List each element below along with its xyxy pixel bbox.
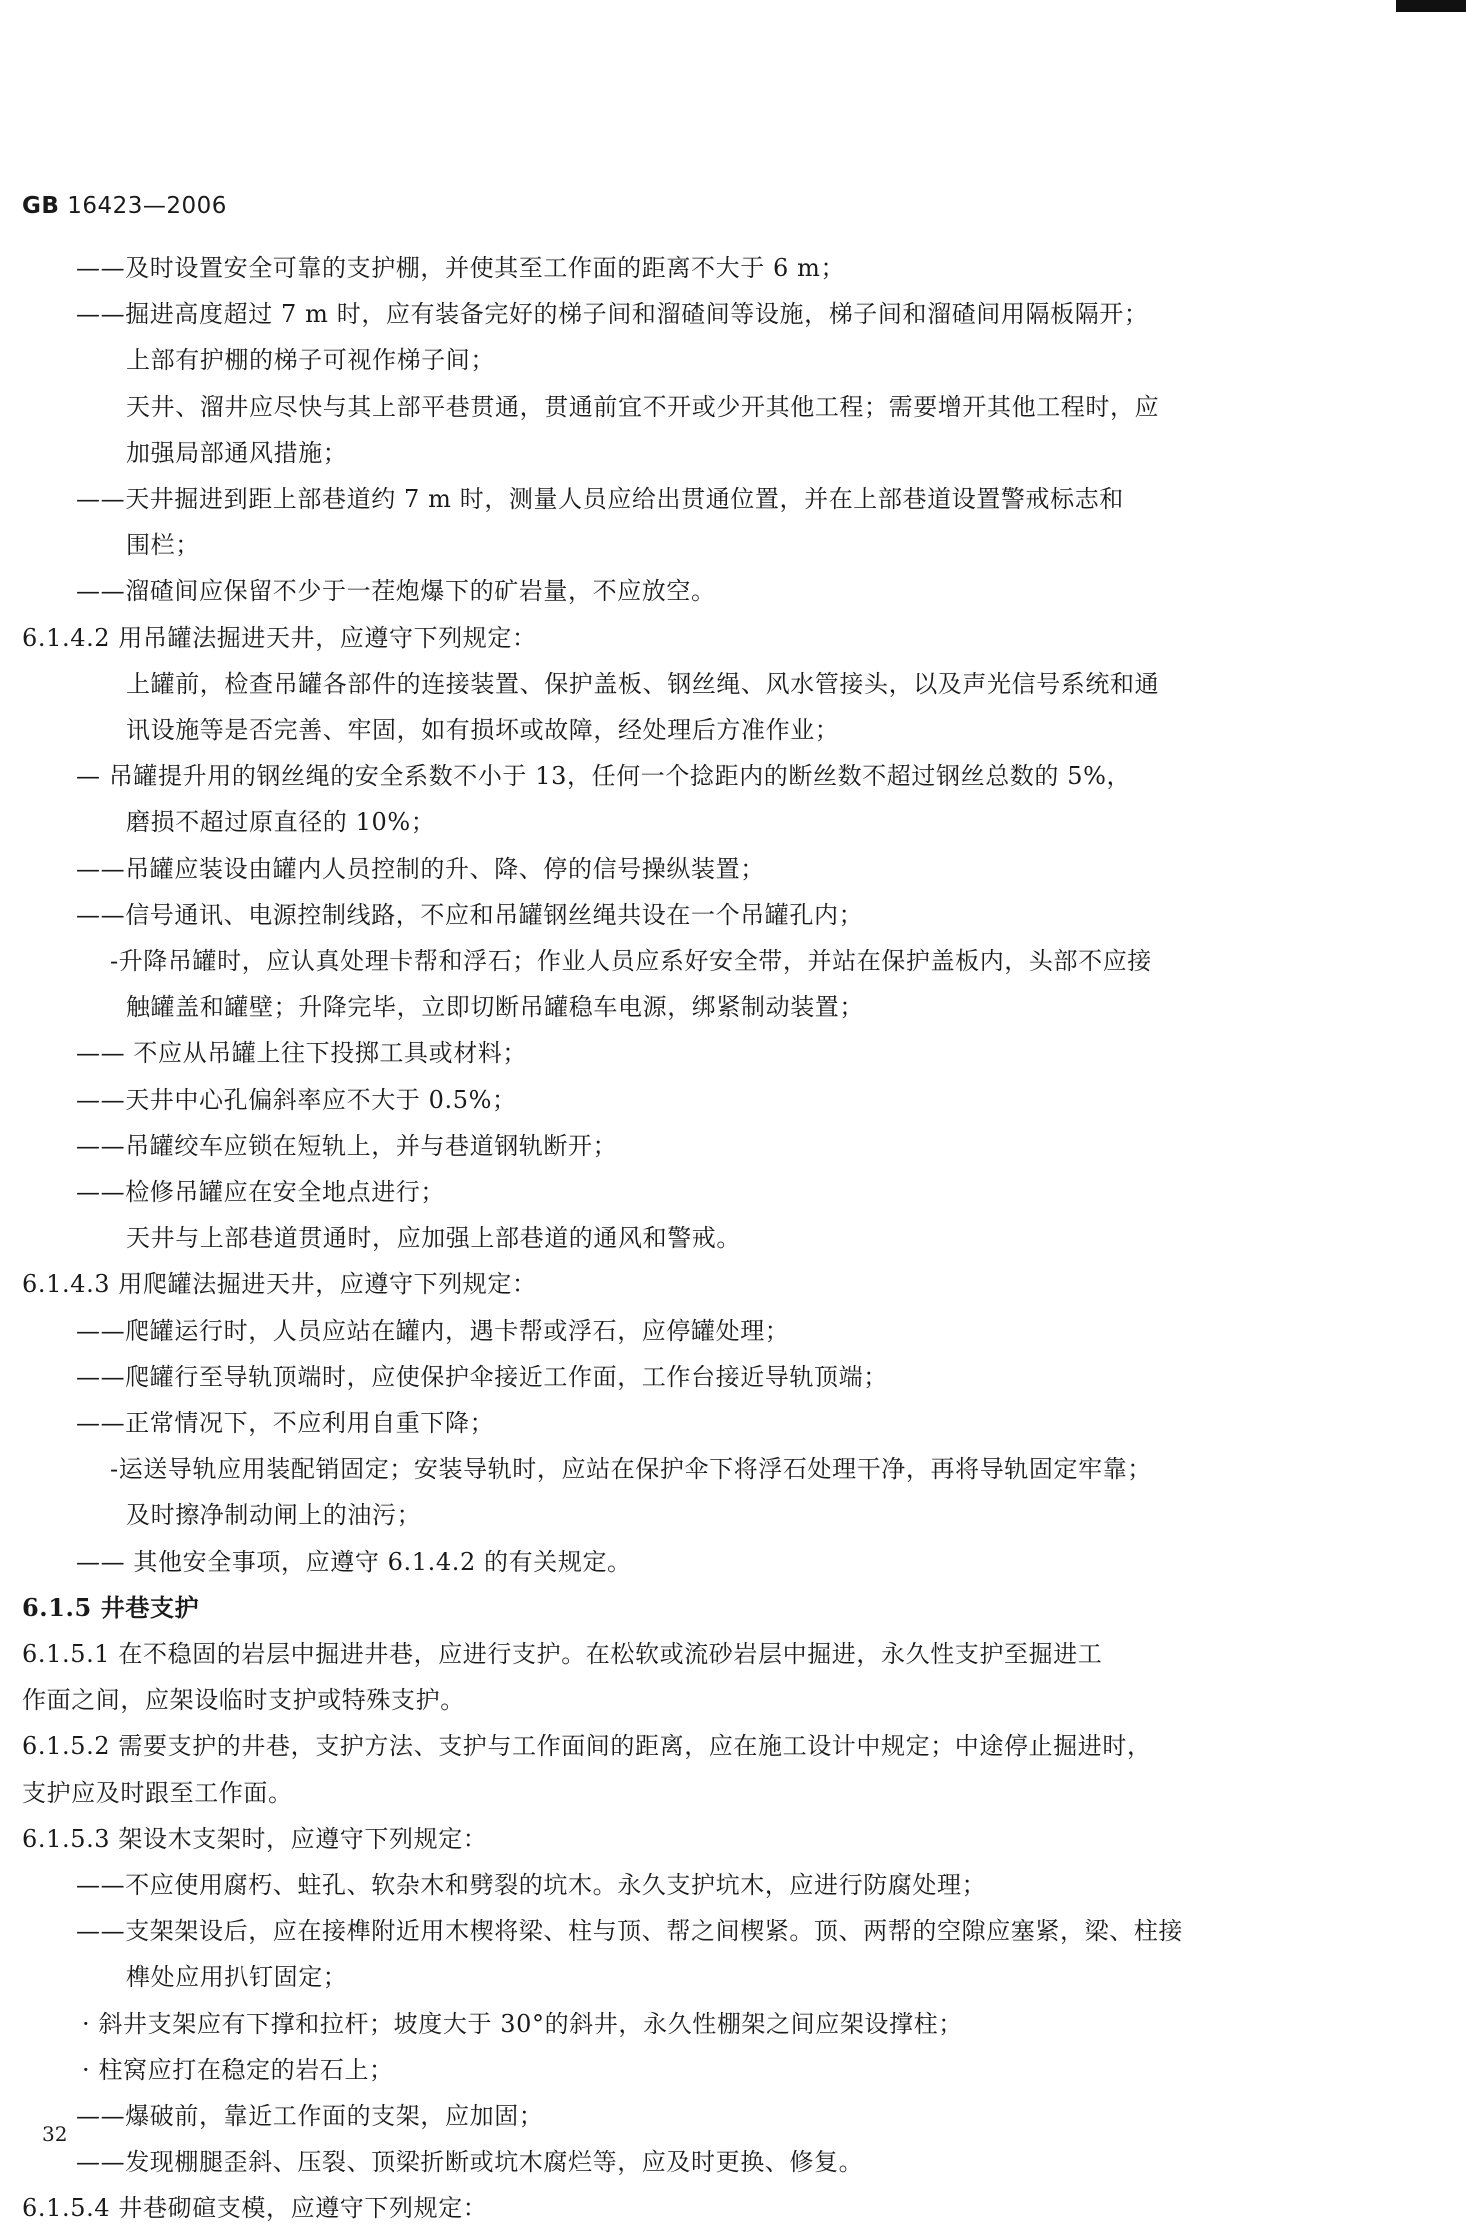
- text-line: 榫处应用扒钉固定；: [126, 1963, 348, 1992]
- text-line: ——正常情况下，不应利用自重下降；: [76, 1409, 495, 1437]
- text-line: 支护应及时跟至工作面。: [22, 1778, 293, 1807]
- text-line: 6.1.4.3 用爬罐法掘进天井，应遵守下列规定：: [22, 1270, 537, 1299]
- standard-number: 16423—2006: [67, 193, 227, 219]
- text-line: · 柱窝应打在稳定的岩石上；: [82, 2055, 394, 2084]
- text-line: 磨损不超过原直径的 10%；: [126, 808, 436, 837]
- standard-code: GB: [22, 193, 60, 219]
- text-line: ——发现棚腿歪斜、压裂、顶梁折断或坑木腐烂等，应及时更换、修复。: [76, 2148, 864, 2177]
- text-line: 加强局部通风措施；: [126, 438, 348, 467]
- text-line: -升降吊罐时，应认真处理卡帮和浮石；作业人员应系好安全带，并站在保护盖板内，头部不应接: [110, 947, 1152, 975]
- text-line: ——及时设置安全可靠的支护棚，并使其至工作面的距离不大于 6 m；: [76, 254, 846, 282]
- text-line: 6.1.5 井巷支护: [22, 1592, 200, 1622]
- text-line: 及时擦净制动闸上的油污；: [126, 1501, 422, 1530]
- text-line: 6.1.5.1 在不稳固的岩层中掘进井巷，应进行支护。在松软或流砂岩层中掘进，永久性支护至掘进工: [22, 1640, 1103, 1668]
- text-line: ——不应使用腐朽、蛀孔、软杂木和劈裂的坑木。永久支护坑木，应进行防腐处理；: [76, 1871, 987, 1899]
- text-line: 6.1.5.3 架设木支架时，应遵守下列规定：: [22, 1824, 488, 1853]
- text-line: -运送导轨应用装配销固定；安装导轨时，应站在保护伞下将浮石处理干净，再将导轨固定牢靠；: [110, 1455, 1152, 1484]
- standard-header: [22, 193, 227, 219]
- page-number: 32: [42, 2122, 68, 2146]
- text-line: —— 不应从吊罐上往下投掷工具或材料；: [76, 1039, 528, 1068]
- text-line: ——信号通讯、电源控制线路，不应和吊罐钢丝绳共设在一个吊罐孔内；: [76, 900, 864, 929]
- text-line: · 斜井支架应有下撑和拉杆；坡度大于 30°的斜井，永久性棚架之间应架设撑柱；: [82, 2009, 963, 2038]
- text-line: 讯设施等是否完善、牢固，如有损坏或故障，经处理后方准作业；: [126, 716, 840, 744]
- scan-corner-mark: [1396, 0, 1466, 12]
- text-line: 作面之间，应架设临时支护或特殊支护。: [22, 1686, 465, 1715]
- text-line: ——溜碴间应保留不少于一茬炮爆下的矿岩量，不应放空。: [76, 577, 716, 606]
- text-line: ——天井掘进到距上部巷道约 7 m 时，测量人员应给出贯通位置，并在上部巷道设置警戒标志和: [76, 485, 1124, 513]
- text-line: ——天井中心孔偏斜率应不大于 0.5%；: [76, 1085, 517, 1114]
- text-line: ——爬罐行至导轨顶端时，应使保护伞接近工作面，工作台接近导轨顶端；: [76, 1362, 888, 1391]
- text-line: 天井与上部巷道贯通时，应加强上部巷道的通风和警戒。: [126, 1224, 741, 1253]
- text-line: 上部有护棚的梯子可视作梯子间；: [126, 346, 495, 375]
- text-line: — 吊罐提升用的钢丝绳的安全系数不小于 13，任何一个捻距内的断丝数不超过钢丝总数的 5%，: [76, 762, 1132, 791]
- text-line: ——爆破前，靠近工作面的支架，应加固；: [76, 2102, 544, 2130]
- text-line: ——检修吊罐应在安全地点进行；: [76, 1178, 445, 1206]
- text-line: 6.1.5.2 需要支护的井巷，支护方法、支护与工作面间的距离，应在施工设计中规定；中途停止掘进时，: [22, 1732, 1152, 1761]
- text-line: ——支架架设后，应在接榫附近用木楔将梁、柱与顶、帮之间楔紧。顶、两帮的空隙应塞紧，梁、柱接: [76, 1917, 1183, 1946]
- text-line: ——掘进高度超过 7 m 时，应有装备完好的梯子间和溜碴间等设施，梯子间和溜碴间用隔板隔开；: [76, 300, 1149, 329]
- text-line: ——爬罐运行时，人员应站在罐内，遇卡帮或浮石，应停罐处理；: [76, 1316, 790, 1345]
- text-line: 天井、溜井应尽快与其上部平巷贯通，贯通前宜不开或少开其他工程；需要增开其他工程时，应: [126, 392, 1160, 421]
- text-line: 触罐盖和罐壁；升降完毕，立即切断吊罐稳车电源，绑紧制动装置；: [126, 993, 864, 1022]
- text-line: —— 其他安全事项，应遵守 6.1.4.2 的有关规定。: [76, 1547, 632, 1576]
- text-line: 上罐前，检查吊罐各部件的连接装置、保护盖板、钢丝绳、风水管接头，以及声光信号系统和通: [126, 669, 1160, 698]
- text-line: 6.1.5.4 井巷砌碹支模，应遵守下列规定：: [22, 2194, 488, 2223]
- text-line: ——吊罐绞车应锁在短轨上，并与巷道钢轨断开；: [76, 1131, 618, 1160]
- text-line: ——吊罐应装设由罐内人员控制的升、降、停的信号操纵装置；: [76, 854, 765, 883]
- text-line: 围栏；: [126, 531, 200, 560]
- text-line: 6.1.4.2 用吊罐法掘进天井，应遵守下列规定：: [22, 623, 537, 652]
